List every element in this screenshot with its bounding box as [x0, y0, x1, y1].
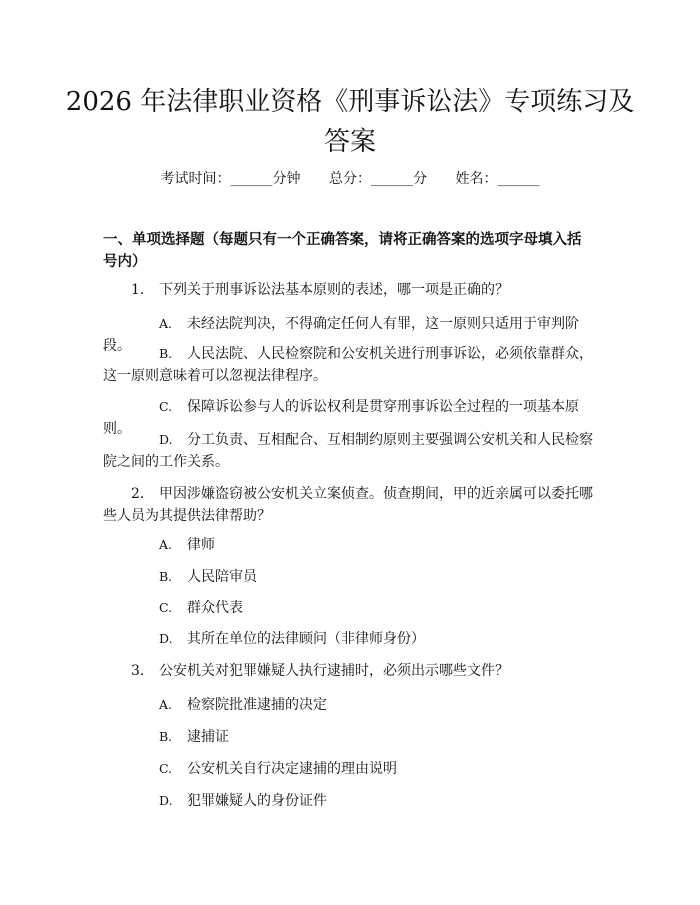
section-heading: 一、单项选择题（每题只有一个正确答案，请将正确答案的选项字母填入括号内） — [103, 232, 582, 270]
question-2-option-c — [103, 597, 593, 619]
option-text: 未经法院判决，不得确定任何人有罪，这一原则只适用于审判阶段。 — [103, 316, 579, 354]
total-score-field: 总分：______分 — [329, 171, 427, 187]
option-letter: A. — [159, 537, 173, 552]
option-letter: B. — [159, 569, 173, 584]
question-1 — [103, 279, 593, 301]
option-letter: C. — [159, 399, 173, 414]
option-letter: A. — [159, 316, 173, 331]
question-text: 公安机关对犯罪嫌疑人执行逮捕时，必须出示哪些文件？ — [159, 663, 509, 679]
option-letter: D. — [159, 631, 173, 646]
question-3-option-d — [103, 790, 593, 812]
option-text: 其所在单位的法律顾问（非律师身份） — [187, 631, 425, 647]
option-text: 检察院批准逮捕的决定 — [187, 697, 327, 713]
question-number: 3. — [131, 663, 145, 679]
option-text: 公安机关自行决定逮捕的理由说明 — [187, 761, 397, 777]
question-number: 1. — [131, 282, 145, 298]
option-text: 人民法院、人民检察院和公安机关进行刑事诉讼，必须依靠群众，这一原则意味着可以忽视法律程序。 — [103, 346, 593, 384]
question-3-option-a — [103, 694, 593, 716]
option-text: 保障诉讼参与人的诉讼权利是贯穿刑事诉讼全过程的一项基本原则。 — [103, 399, 579, 437]
option-letter: A. — [159, 697, 173, 712]
name-field: 姓名：______ — [455, 171, 540, 187]
option-letter: C. — [159, 600, 173, 615]
question-text: 下列关于刑事诉讼法基本原则的表述，哪一项是正确的？ — [159, 282, 509, 298]
question-number: 2. — [131, 486, 145, 502]
option-letter: B. — [159, 729, 173, 744]
question-2 — [103, 483, 593, 527]
question-3-option-b — [103, 726, 593, 748]
document-title: 2026 年法律职业资格《刑事诉讼法》专项练习及答案 — [65, 87, 635, 157]
option-text: 犯罪嫌疑人的身份证件 — [187, 793, 327, 809]
option-letter: D. — [159, 793, 173, 808]
option-letter: B. — [159, 346, 173, 361]
option-text: 群众代表 — [187, 600, 243, 616]
option-text: 分工负责、互相配合、互相制约原则主要强调公安机关和人民检察院之间的工作关系。 — [103, 432, 593, 470]
option-text: 律师 — [187, 537, 215, 553]
question-1-option-b — [103, 343, 593, 387]
option-letter: D. — [159, 432, 173, 447]
question-text: 甲因涉嫌盗窃被公安机关立案侦查。侦查期间，甲的近亲属可以委托哪些人员为其提供法律帮助？ — [103, 486, 593, 524]
option-letter: C. — [159, 761, 173, 776]
question-3 — [103, 660, 593, 682]
question-2-option-d — [103, 628, 593, 650]
exam-time-field: 考试时间：______分钟 — [160, 171, 301, 187]
exam-meta — [0, 168, 700, 188]
question-2-option-b — [103, 566, 593, 588]
question-1-option-d — [103, 429, 593, 473]
option-text: 逮捕证 — [187, 729, 229, 745]
question-3-option-c — [103, 758, 593, 780]
option-text: 人民陪审员 — [187, 569, 257, 585]
question-2-option-a — [103, 534, 593, 556]
